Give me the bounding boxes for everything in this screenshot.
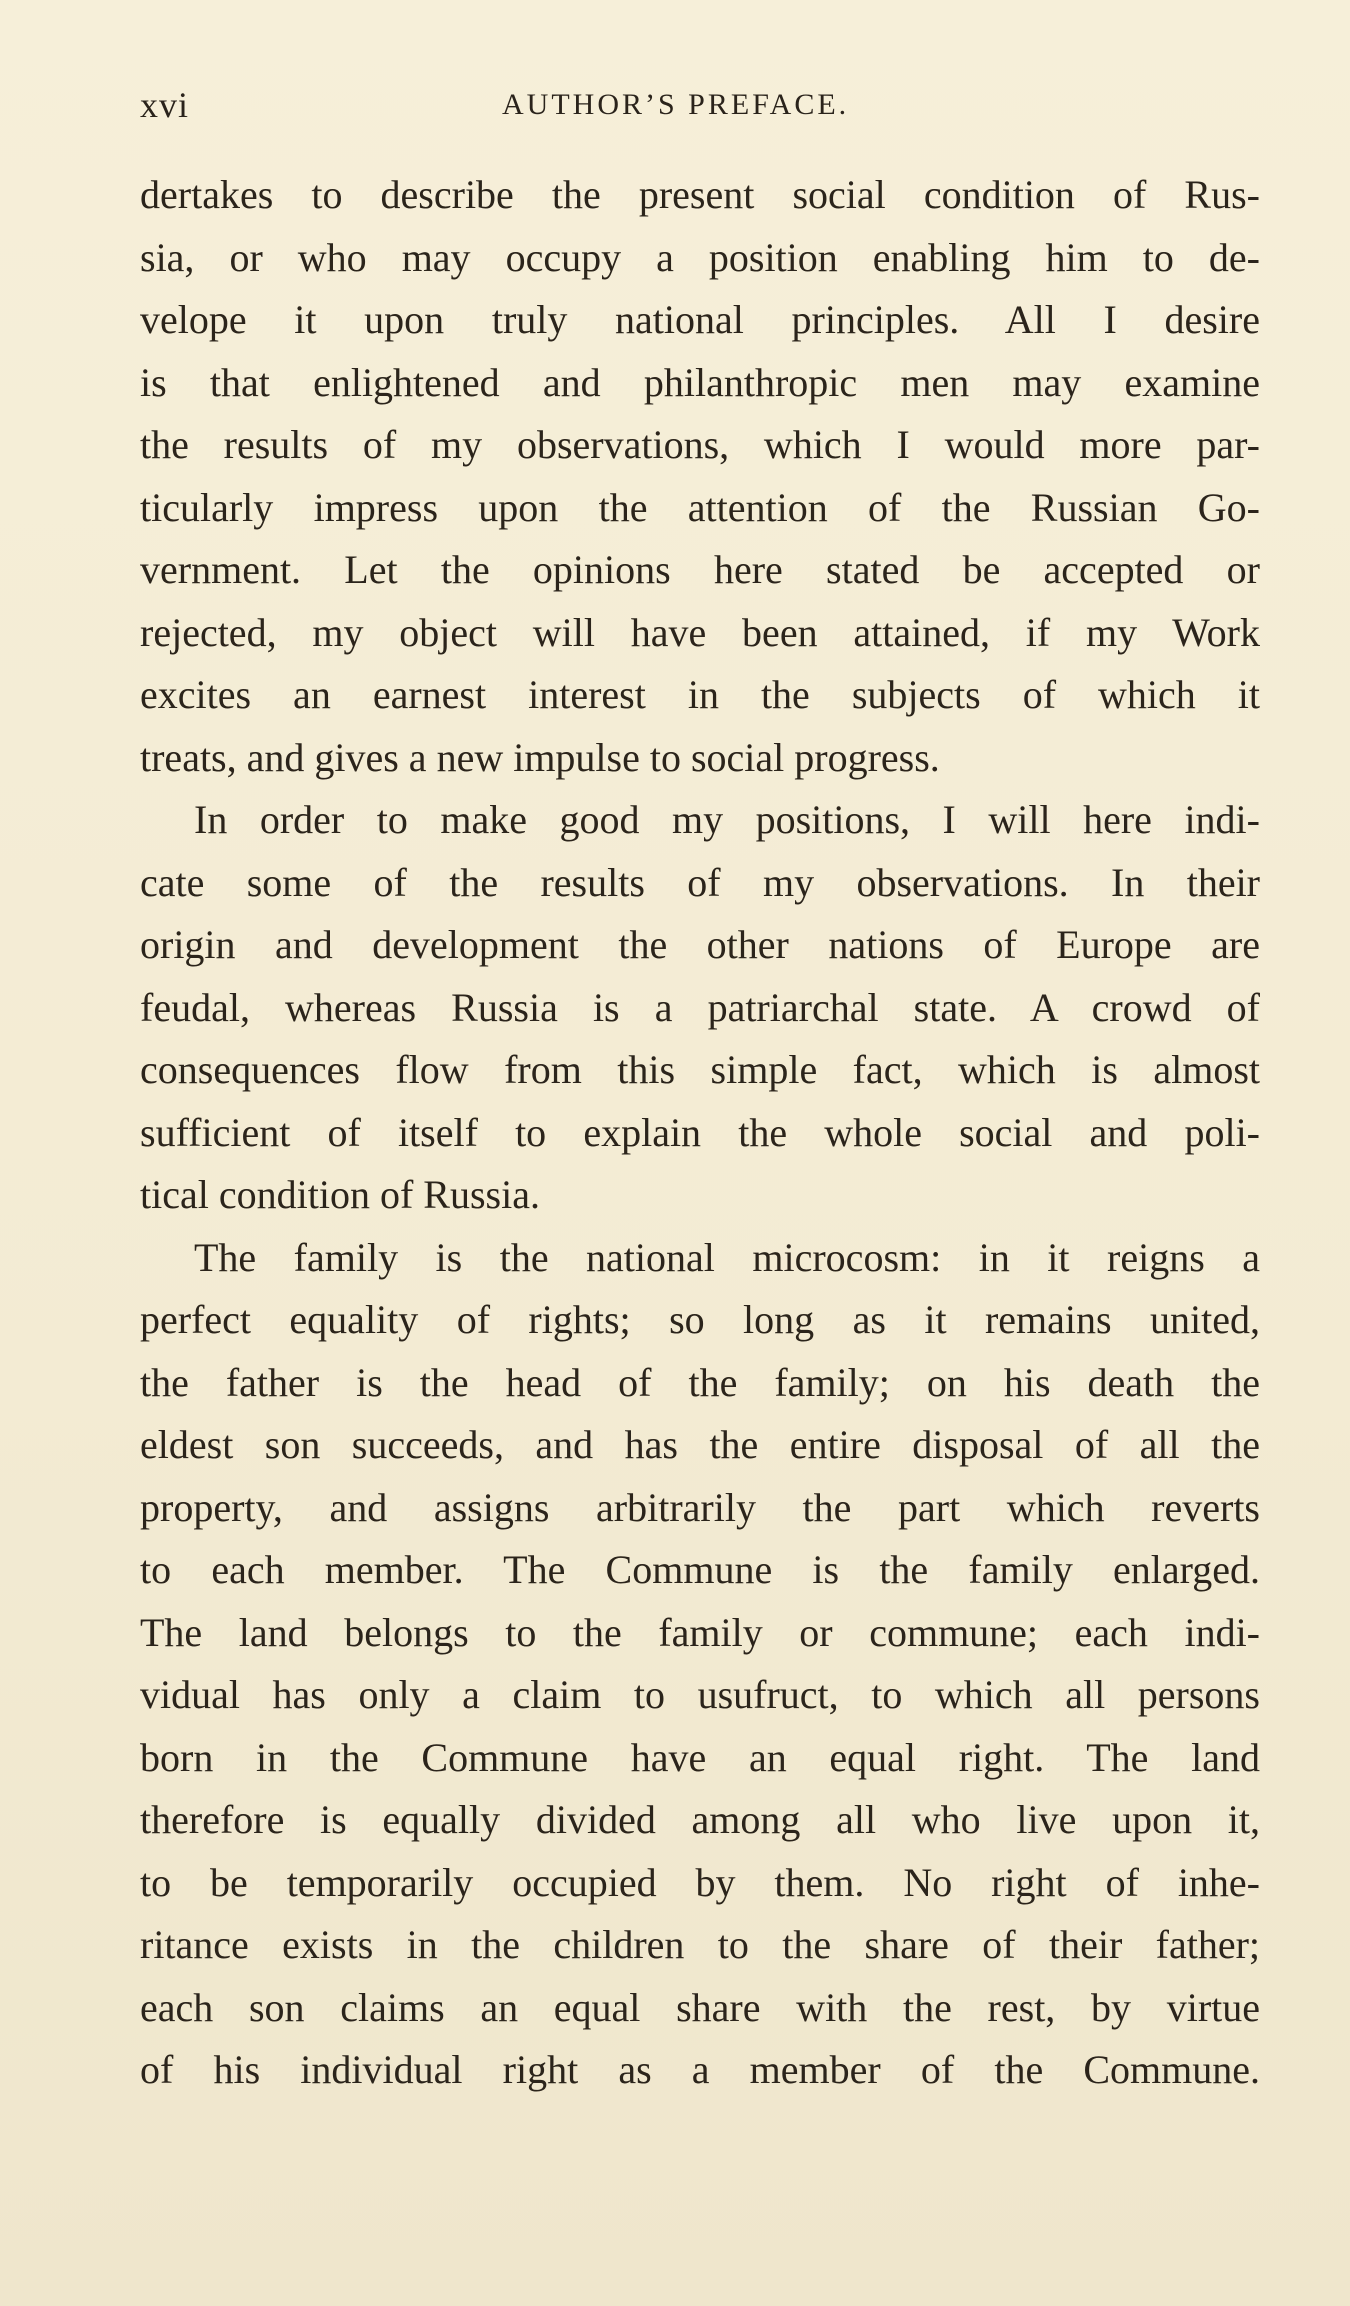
text-line: ritance exists in the children to the share of their father; bbox=[140, 1922, 1260, 1967]
text-line: ticularly impress upon the attention of the Russian Go- bbox=[140, 484, 1260, 530]
text-line: velope it upon truly national principles. All I desire bbox=[140, 297, 1260, 342]
text-line: tical condition of Russia. bbox=[140, 1172, 540, 1217]
text-line: the results of my observations, which I would more par- bbox=[140, 422, 1260, 467]
page-number: xvi bbox=[140, 85, 190, 125]
text-line: perfect equality of rights; so long as it remains united, bbox=[140, 1297, 1260, 1342]
text-line: vernment. Let the opinions here stated be accepted or bbox=[140, 547, 1260, 592]
text-line: sia, or who may occupy a position enabling him to de- bbox=[140, 234, 1260, 280]
text-line: cate some of the results of my observations. In their bbox=[140, 859, 1260, 905]
text-line: dertakes to describe the present social condition of Rus- bbox=[140, 172, 1260, 217]
text-line: to be temporarily occupied by them. No right of inhe- bbox=[140, 1859, 1260, 1905]
text-line: born in the Commune have an equal right. The land bbox=[140, 1734, 1260, 1780]
body-text bbox=[140, 164, 1260, 2102]
text-line: excites an earnest interest in the subjects of which it bbox=[140, 672, 1260, 717]
paragraph-3 bbox=[140, 1227, 1260, 2102]
text-line: In order to make good my positions, I will here indi- bbox=[194, 797, 1260, 842]
running-head bbox=[140, 84, 1260, 134]
text-line: The land belongs to the family or commune; each indi- bbox=[140, 1609, 1260, 1655]
text-line: The family is the national microcosm: in it reigns a bbox=[194, 1234, 1260, 1280]
text-line: eldest son succeeds, and has the entire disposal of all the bbox=[140, 1422, 1260, 1467]
text-line: the father is the head of the family; on his death the bbox=[140, 1359, 1260, 1405]
text-line: is that enlightened and philanthropic men may examine bbox=[140, 359, 1260, 405]
text-line: to each member. The Commune is the family enlarged. bbox=[140, 1547, 1260, 1592]
text-line: vidual has only a claim to usufruct, to which all persons bbox=[140, 1672, 1260, 1717]
text-line: treats, and gives a new impulse to social progress. bbox=[140, 734, 940, 780]
text-line: sufficient of itself to explain the whole social and poli- bbox=[140, 1109, 1260, 1155]
text-line: feudal, whereas Russia is a patriarchal state. A crowd of bbox=[140, 984, 1260, 1030]
text-line: origin and development the other nations of Europe are bbox=[140, 922, 1260, 967]
text-line: consequences flow from this simple fact, which is almost bbox=[140, 1047, 1260, 1092]
text-line: rejected, my object will have been attained, if my Work bbox=[140, 609, 1260, 655]
text-line: property, and assigns arbitrarily the part which reverts bbox=[140, 1484, 1260, 1530]
paragraph-2 bbox=[140, 789, 1260, 1227]
running-title: AUTHOR’S PREFACE. bbox=[502, 88, 850, 121]
text-line: therefore is equally divided among all who live upon it, bbox=[140, 1797, 1260, 1842]
text-line: of his individual right as a member of the Commune. bbox=[140, 2047, 1260, 2092]
paragraph-1 bbox=[140, 164, 1260, 789]
text-line: each son claims an equal share with the rest, by virtue bbox=[140, 1984, 1260, 2030]
